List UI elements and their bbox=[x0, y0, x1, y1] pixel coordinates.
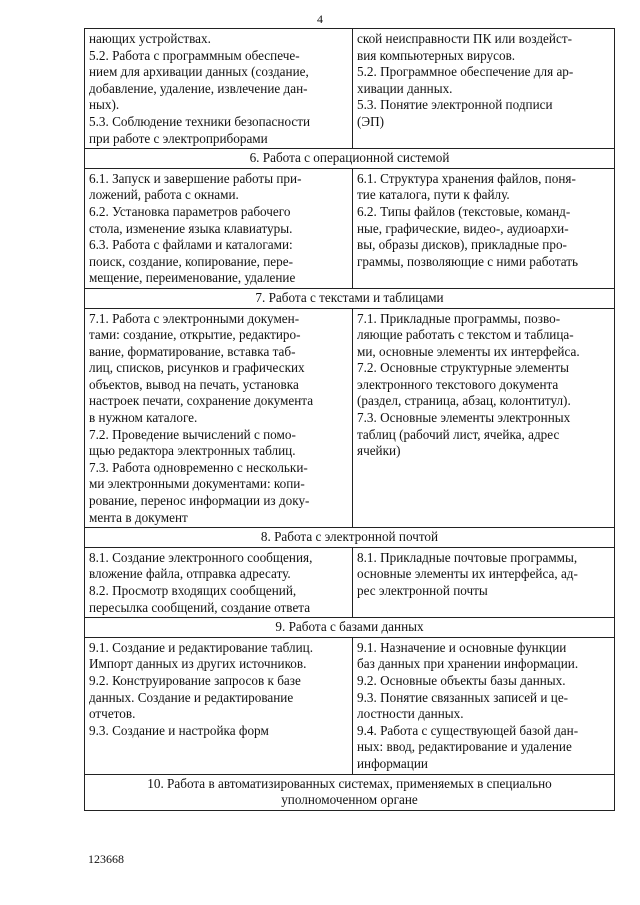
skills-cell bbox=[85, 547, 353, 617]
text-line: 6. Работа с операционной системой bbox=[249, 150, 450, 166]
section-heading bbox=[85, 149, 615, 169]
text-line: рес электронной почты bbox=[357, 583, 488, 598]
text-line: информации bbox=[357, 755, 428, 771]
text-line: 6.2. Типы файлов (текстовые, команд- bbox=[357, 203, 571, 219]
text-line: вы, образы дисков), прикладные про- bbox=[357, 237, 567, 253]
table-row bbox=[85, 29, 615, 149]
text-line: рование, перенос информации из доку- bbox=[89, 493, 310, 509]
text-line: ской неисправности ПК или воздейст- bbox=[357, 31, 572, 46]
text-line: ных: ввод, редактирование и удаление bbox=[357, 739, 572, 755]
table-row bbox=[85, 308, 615, 528]
knowledge-cell bbox=[353, 637, 615, 774]
text-line: таблиц (рабочий лист, ячейка, адрес bbox=[357, 426, 560, 442]
text-line: ных). bbox=[89, 97, 120, 113]
text-line: нием для архивации данных (создание, bbox=[89, 64, 309, 80]
text-line: отчетов. bbox=[89, 706, 136, 722]
text-line: 7.3. Основные элементы электронных bbox=[357, 410, 571, 426]
text-line: 7.1. Прикладные программы, позво- bbox=[357, 310, 561, 326]
section-row bbox=[85, 288, 615, 308]
text-line: 5.3. Соблюдение техники безопасности bbox=[89, 113, 311, 129]
text-line: ячейки) bbox=[357, 443, 401, 459]
text-line: 8.1. Создание электронного сообщения, bbox=[89, 549, 313, 565]
table-row bbox=[85, 168, 615, 288]
section-heading bbox=[85, 618, 615, 638]
text-line: ные, графические, видео-, аудиоархи- bbox=[357, 220, 569, 236]
knowledge-cell bbox=[353, 168, 615, 288]
text-line: 7.1. Работа с электронными докумен- bbox=[89, 310, 300, 326]
text-line: 5.3. Понятие электронной подписи bbox=[357, 97, 553, 113]
skills-cell bbox=[85, 637, 353, 774]
text-line: 10. Работа в автоматизированных системах, применяемых в специально bbox=[147, 775, 552, 791]
text-line: настроек печати, сохранение документа bbox=[89, 393, 314, 409]
text-line: 7.3. Работа одновременно с нескольки- bbox=[89, 459, 308, 475]
text-line: вание, форматирование, вставка таб- bbox=[89, 343, 296, 359]
section-heading bbox=[85, 774, 615, 810]
text-line: нающих устройствах. bbox=[89, 31, 211, 46]
text-line: 9.3. Понятие связанных записей и це- bbox=[357, 689, 569, 705]
text-line: баз данных при хранении информации. bbox=[357, 656, 579, 672]
text-line: электронного текстового документа bbox=[357, 376, 559, 392]
skills-cell bbox=[85, 308, 353, 528]
skills-cell bbox=[85, 29, 353, 149]
text-line: уполномоченном органе bbox=[281, 792, 418, 808]
text-line: 6.3. Работа с файлами и каталогами: bbox=[89, 237, 293, 253]
text-line: 9.2. Конструирование запросов к базе bbox=[89, 672, 301, 688]
skills-cell bbox=[85, 168, 353, 288]
text-line: пересылка сообщений, создание ответа bbox=[89, 599, 311, 615]
text-line: данных. Создание и редактирование bbox=[89, 689, 294, 705]
text-line: 5.2. Работа с программным обеспече- bbox=[89, 47, 300, 63]
text-line: 9.1. Создание и редактирование таблиц. bbox=[89, 639, 314, 655]
text-line: вложение файла, отправка адресату. bbox=[89, 566, 291, 582]
text-line: 6.1. Запуск и завершение работы при- bbox=[89, 170, 302, 186]
text-line: мещение, переименование, удаление bbox=[89, 270, 296, 286]
section-heading bbox=[85, 528, 615, 548]
section-row bbox=[85, 528, 615, 548]
text-line: стола, изменение языка клавиатуры. bbox=[89, 220, 293, 236]
text-line: 9.1. Назначение и основные функции bbox=[357, 639, 567, 655]
text-line: ми, основные элементы их интерфейса. bbox=[357, 343, 580, 359]
text-line: ми электронными документами: копи- bbox=[89, 476, 305, 492]
section-heading bbox=[85, 288, 615, 308]
text-line: в нужном каталоге. bbox=[89, 410, 198, 426]
text-line: 6.1. Структура хранения файлов, поня- bbox=[357, 170, 576, 186]
text-line: 9.2. Основные объекты базы данных. bbox=[357, 672, 566, 688]
text-line: при работе с электроприборами bbox=[89, 130, 268, 146]
page-number: 4 bbox=[317, 12, 323, 26]
text-line: 7.2. Проведение вычислений с помо- bbox=[89, 426, 296, 442]
text-line: хивации данных. bbox=[357, 80, 453, 96]
text-line: граммы, позволяющие с ними работать bbox=[357, 253, 579, 269]
text-line: (раздел, страница, абзац, колонтитул). bbox=[357, 393, 571, 409]
text-line: 8. Работа с электронной почтой bbox=[260, 529, 439, 545]
text-line: добавление, удаление, извлечение дан- bbox=[89, 80, 308, 96]
text-line: мента в документ bbox=[89, 509, 188, 525]
text-line: 9.4. Работа с существующей базой дан- bbox=[357, 722, 579, 738]
document-code: 123668 bbox=[88, 852, 124, 866]
text-line: вия компьютерных вирусов. bbox=[357, 47, 516, 63]
text-line: тие каталога, пути к файлу. bbox=[357, 187, 510, 203]
text-line: объектов, вывод на печать, установка bbox=[89, 376, 299, 392]
text-line: (ЭП) bbox=[357, 113, 385, 129]
section-row bbox=[85, 774, 615, 810]
table-row bbox=[85, 547, 615, 617]
text-line: лостности данных. bbox=[357, 706, 464, 722]
knowledge-cell bbox=[353, 308, 615, 528]
text-line: 7.2. Основные структурные элементы bbox=[357, 360, 570, 376]
content-table bbox=[84, 28, 615, 811]
table-row bbox=[85, 637, 615, 774]
text-line: щью редактора электронных таблиц. bbox=[89, 443, 296, 459]
text-line: тами: создание, открытие, редактиро- bbox=[89, 327, 301, 343]
text-line: основные элементы их интерфейса, ад- bbox=[357, 566, 578, 582]
text-line: 6.2. Установка параметров рабочего bbox=[89, 203, 291, 219]
section-row bbox=[85, 149, 615, 169]
text-line: лиц, списков, рисунков и графических bbox=[89, 360, 305, 376]
text-line: 8.2. Просмотр входящих сообщений, bbox=[89, 583, 297, 598]
text-line: ляющие работать с текстом и таблица- bbox=[357, 327, 574, 343]
text-line: 5.2. Программное обеспечение для ар- bbox=[357, 64, 574, 80]
knowledge-cell bbox=[353, 547, 615, 617]
text-line: ложений, работа с окнами. bbox=[89, 187, 239, 203]
text-line: 7. Работа с текстами и таблицами bbox=[255, 289, 444, 305]
text-line: поиск, создание, копирование, пере- bbox=[89, 253, 293, 269]
knowledge-cell bbox=[353, 29, 615, 149]
section-row bbox=[85, 618, 615, 638]
text-line: 8.1. Прикладные почтовые программы, bbox=[357, 549, 578, 565]
text-line: 9. Работа с базами данных bbox=[275, 619, 424, 635]
text-line: 9.3. Создание и настройка форм bbox=[89, 722, 269, 738]
text-line: Импорт данных из других источников. bbox=[89, 656, 307, 672]
